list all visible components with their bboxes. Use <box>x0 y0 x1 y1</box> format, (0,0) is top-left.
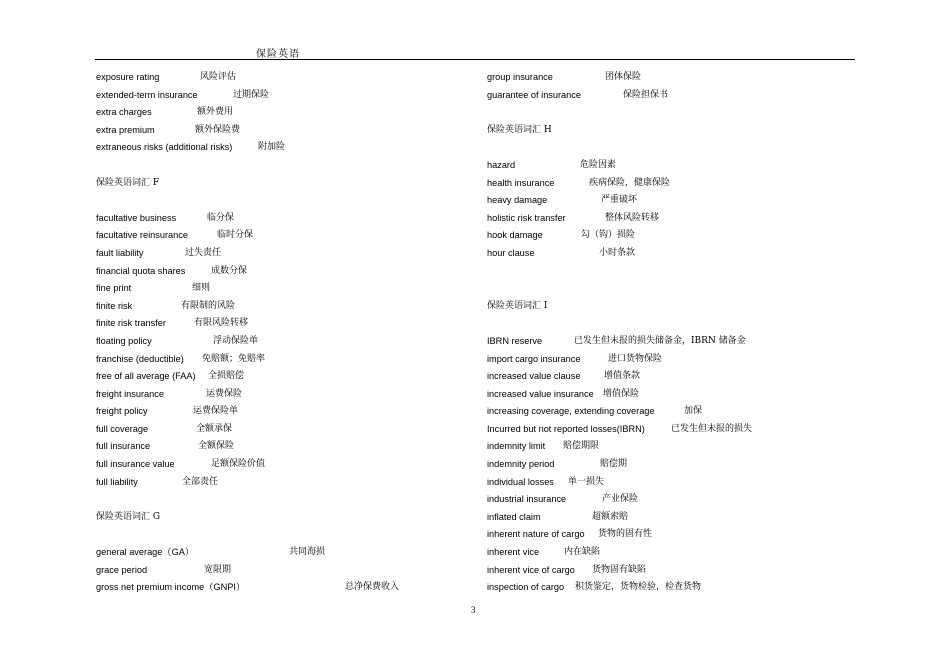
chinese-translation: 全额承保 <box>196 423 233 434</box>
glossary-entry <box>96 562 476 580</box>
chinese-translation: 增值保险 <box>603 388 640 399</box>
chinese-translation: 免赔额；免赔率 <box>202 353 266 364</box>
section-title: 保险英语词汇 G <box>96 511 161 522</box>
english-term: freight insurance <box>96 388 164 399</box>
section-heading <box>96 509 476 527</box>
header-divider <box>95 59 855 60</box>
glossary-entry <box>487 227 867 245</box>
glossary-entry <box>96 227 476 245</box>
glossary-entry <box>96 263 476 281</box>
glossary-entry <box>487 368 867 386</box>
section-title: 保险英语词汇 F <box>96 177 160 188</box>
section-heading <box>96 175 476 193</box>
english-term: hour clause <box>487 247 535 258</box>
glossary-entry <box>487 245 867 263</box>
chinese-translation: 临分保 <box>207 212 235 223</box>
chinese-translation: 货物的固有性 <box>598 529 653 540</box>
glossary-entry <box>96 579 476 597</box>
glossary-entry <box>487 175 867 193</box>
english-term: industrial insurance <box>487 494 567 505</box>
glossary-entry <box>487 509 867 527</box>
english-term: health insurance <box>487 177 555 188</box>
chinese-translation: 产业保险 <box>602 494 639 505</box>
english-term: full insurance value <box>96 459 175 470</box>
chinese-translation: 疾病保险，健康保险 <box>589 177 671 188</box>
english-term: holistic risk transfer <box>487 212 566 223</box>
english-term: full insurance <box>96 441 151 452</box>
glossary-entry <box>96 245 476 263</box>
glossary-entry <box>96 210 476 228</box>
glossary-entry <box>96 315 476 333</box>
section-heading <box>487 122 867 140</box>
chinese-translation: 危险因素 <box>580 159 617 170</box>
chinese-translation: 成数分保 <box>211 265 248 276</box>
english-term: increased value insurance <box>487 388 594 399</box>
glossary-entry <box>96 474 476 492</box>
glossary-entry <box>96 298 476 316</box>
english-term: inherent vice of cargo <box>487 564 575 575</box>
blank-line <box>96 526 476 544</box>
blank-line <box>487 280 867 298</box>
chinese-translation: 运费保险 <box>206 388 243 399</box>
chinese-translation: 总净保费收入 <box>345 582 400 593</box>
blank-line <box>487 315 867 333</box>
english-term: IBRN reserve <box>487 335 543 346</box>
chinese-translation: 超额索赔 <box>592 511 629 522</box>
chinese-translation: 细则 <box>192 283 211 294</box>
glossary-entry <box>96 351 476 369</box>
chinese-translation: 有限制的风险 <box>181 300 236 311</box>
chinese-translation: 勾（钩）损险 <box>581 230 636 241</box>
blank-line <box>96 192 476 210</box>
glossary-entry <box>96 104 476 122</box>
chinese-translation: 足额保险价值 <box>211 459 266 470</box>
glossary-entry <box>96 139 476 157</box>
english-term: finite risk transfer <box>96 318 166 329</box>
chinese-translation: 已发生但未报的损失储备金，IBRN 储备金 <box>574 335 746 346</box>
chinese-translation: 过失责任 <box>185 247 222 258</box>
chinese-translation: 运费保险单 <box>193 406 239 417</box>
blank-line <box>487 104 867 122</box>
english-term: extended-term insurance <box>96 89 198 100</box>
english-term: full liability <box>96 476 138 487</box>
chinese-translation: 进口货物保险 <box>608 353 663 364</box>
glossary-entry <box>96 280 476 298</box>
glossary-entry <box>487 333 867 351</box>
english-term: indemnity period <box>487 459 555 470</box>
chinese-translation: 全损赔偿 <box>208 371 245 382</box>
chinese-translation: 附加险 <box>258 142 286 153</box>
chinese-translation: 团体保险 <box>605 72 642 82</box>
chinese-translation: 赔偿期 <box>600 459 628 470</box>
glossary-entry <box>487 438 867 456</box>
glossary-entry <box>96 421 476 439</box>
glossary-entry <box>487 87 867 105</box>
english-term: heavy damage <box>487 195 548 206</box>
english-term: extra premium <box>96 124 155 135</box>
chinese-translation: 整体风险转移 <box>605 212 660 223</box>
chinese-translation: 宽限期 <box>204 564 232 575</box>
english-term: inherent nature of cargo <box>487 529 585 540</box>
glossary-entry <box>487 526 867 544</box>
english-term: guarantee of insurance <box>487 89 581 100</box>
english-term: inflated claim <box>487 511 541 522</box>
glossary-entry <box>487 456 867 474</box>
english-term: facultative business <box>96 212 177 223</box>
chinese-translation: 风险评估 <box>200 72 237 82</box>
english-term: freight policy <box>96 406 148 417</box>
english-term: indemnity limit <box>487 441 546 452</box>
chinese-translation: 过期保险 <box>233 89 270 100</box>
chinese-translation: 有限风险转移 <box>194 318 249 329</box>
chinese-translation: 单一损失 <box>568 476 605 487</box>
glossary-entry <box>487 544 867 562</box>
english-term: grace period <box>96 564 148 575</box>
english-term: increasing coverage, extending coverage <box>487 406 655 417</box>
glossary-entry <box>96 368 476 386</box>
chinese-translation: 积货鉴定，货物检验，检查货物 <box>575 582 702 593</box>
chinese-translation: 货物固有缺陷 <box>592 564 647 575</box>
glossary-left-column <box>96 69 476 597</box>
chinese-translation: 全部责任 <box>182 476 219 487</box>
glossary-right-column <box>487 69 867 597</box>
english-term: fault liability <box>96 247 144 258</box>
section-title: 保险英语词汇 H <box>487 124 552 135</box>
section-title: 保险英语词汇 I <box>487 300 548 311</box>
english-term: group insurance <box>487 72 553 82</box>
blank-line <box>487 139 867 157</box>
glossary-entry <box>96 544 476 562</box>
chinese-translation: 增值条款 <box>604 371 641 382</box>
chinese-translation: 小时条款 <box>599 247 636 258</box>
glossary-entry <box>487 192 867 210</box>
english-term: full coverage <box>96 423 149 434</box>
glossary-entry <box>487 403 867 421</box>
glossary-entry <box>487 474 867 492</box>
chinese-translation: 共同海损 <box>289 547 326 558</box>
english-term: exposure rating <box>96 72 160 82</box>
chinese-translation: 额外费用 <box>197 107 234 118</box>
chinese-translation: 全额保险 <box>198 441 235 452</box>
chinese-translation: 内在缺陷 <box>564 547 601 558</box>
glossary-entry <box>487 579 867 597</box>
chinese-translation: 赔偿期限 <box>563 441 600 452</box>
english-term: individual losses <box>487 476 554 487</box>
english-term: franchise (deductible) <box>96 353 184 364</box>
english-term: inherent vice <box>487 547 540 558</box>
section-heading <box>487 298 867 316</box>
glossary-entry <box>96 122 476 140</box>
glossary-entry <box>487 421 867 439</box>
glossary-entry <box>487 491 867 509</box>
glossary-entry <box>487 157 867 175</box>
english-term: fine print <box>96 283 132 294</box>
chinese-translation: 加保 <box>684 406 703 417</box>
english-term: inspection of cargo <box>487 582 565 593</box>
chinese-translation: 额外保险费 <box>195 124 241 135</box>
english-term: free of all average (FAA) <box>96 371 196 382</box>
glossary-entry <box>487 562 867 580</box>
english-term: facultative reinsurance <box>96 230 188 241</box>
glossary-entry <box>487 210 867 228</box>
blank-line <box>487 263 867 281</box>
glossary-entry <box>96 456 476 474</box>
page-number: 3 <box>471 605 476 615</box>
english-term: extraneous risks (additional risks) <box>96 142 233 153</box>
glossary-entry <box>487 69 867 87</box>
blank-line <box>96 491 476 509</box>
glossary-entry <box>487 351 867 369</box>
chinese-translation: 浮动保险单 <box>213 335 259 346</box>
glossary-entry <box>96 87 476 105</box>
glossary-entry <box>96 438 476 456</box>
glossary-entry <box>96 403 476 421</box>
glossary-entry <box>96 386 476 404</box>
chinese-translation: 保险担保书 <box>623 89 669 100</box>
english-term: increased value clause <box>487 371 581 382</box>
running-header: 保险英语 <box>256 49 300 60</box>
glossary-entry <box>487 386 867 404</box>
glossary-entry <box>96 333 476 351</box>
english-term: hook damage <box>487 230 543 241</box>
glossary-entry <box>96 69 476 87</box>
english-term: hazard <box>487 159 516 170</box>
chinese-translation: 已发生但未报的损失 <box>671 423 753 434</box>
english-term: extra charges <box>96 107 152 118</box>
english-term: floating policy <box>96 335 152 346</box>
english-term: financial quota shares <box>96 265 186 276</box>
english-term: gross net premium income（GNPI） <box>96 582 246 593</box>
blank-line <box>96 157 476 175</box>
english-term: finite risk <box>96 300 133 311</box>
chinese-translation: 严重破坏 <box>601 195 638 206</box>
english-term: Incurred but not reported losses(IBRN) <box>487 423 645 434</box>
chinese-translation: 临时分保 <box>217 230 254 241</box>
english-term: import cargo insurance <box>487 353 581 364</box>
english-term: general average（GA） <box>96 547 195 558</box>
